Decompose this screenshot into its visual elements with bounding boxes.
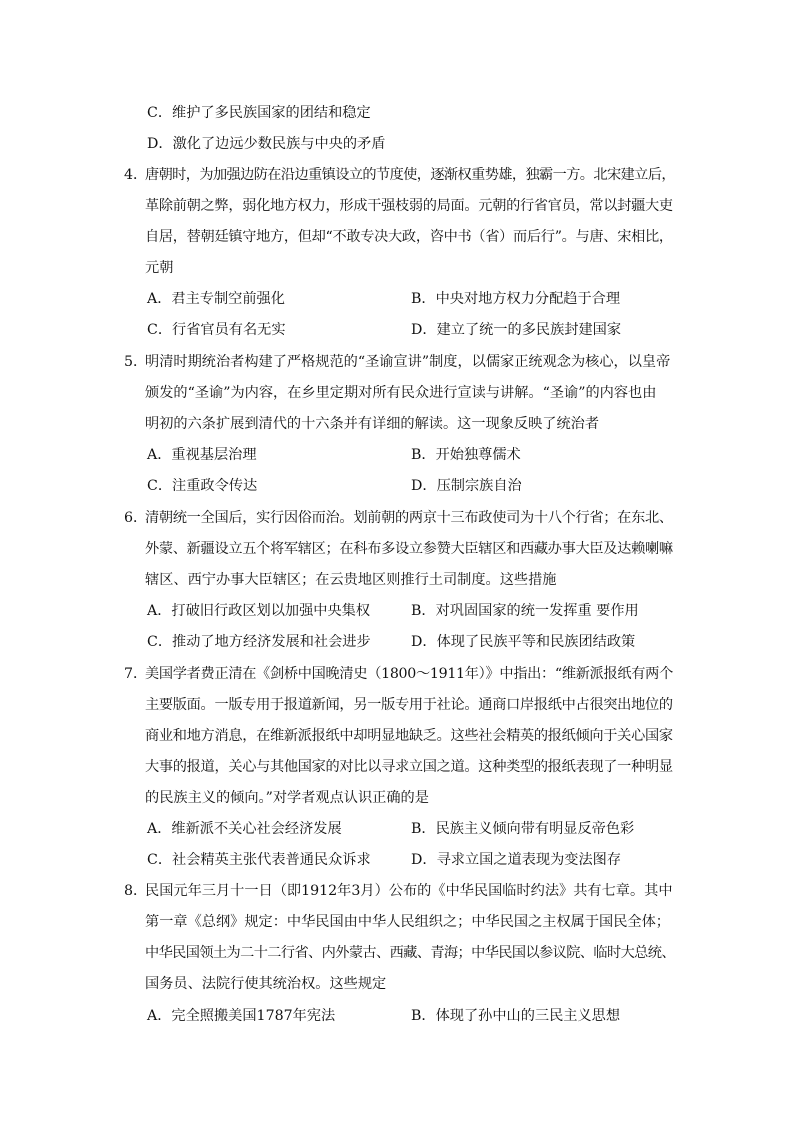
q3-option-c: C．维护了多民族国家的团结和稳定 bbox=[147, 105, 371, 121]
q8-option-b: B．体现了孙中山的三民主义思想 bbox=[411, 1008, 621, 1024]
q5-option-d: D．压制宗族自治 bbox=[411, 478, 522, 494]
q8-stem-line-4: 国务员、法院行使其统治权。这些规定 bbox=[145, 976, 387, 992]
q8-stem-line-3: 中华民国领土为二十二行省、内外蒙古、西藏、青海；中华民国以参议院、临时大总统、 bbox=[145, 945, 675, 961]
q8-stem-line-2: 第一章《总纲》规定：中华民国由中华人民组织之；中华民国之主权属于国民全体； bbox=[145, 914, 670, 930]
q6-stem-line-2: 外蒙、新疆设立五个将军辖区；在科布多设立参赞大臣辖区和西藏办事大臣及达赖喇嘛 bbox=[145, 541, 673, 557]
q3-option-d: D．激化了边远少数民族与中央的矛盾 bbox=[147, 136, 386, 152]
q6-option-d: D．体现了民族平等和民族团结政策 bbox=[411, 634, 636, 650]
q4-stem-line-3: 自居，替朝廷镇守地方，但却“不敢专决大政，咨中书（省）而后行”。与唐、宋相比， bbox=[145, 229, 673, 245]
q5-option-c: C．注重政令传达 bbox=[147, 478, 258, 494]
q6-number: 6． bbox=[124, 510, 148, 526]
q7-option-c: C．社会精英主张代表普通民众诉求 bbox=[147, 852, 371, 868]
q4-stem-line-2: 革除前朝之弊，弱化地方权力，形成干强枝弱的局面。元朝的行省官员，常以封疆大吏 bbox=[145, 198, 673, 214]
q8-stem-line-1: 民国元年三月十一日（即1912年3月）公布的《中华民国临时约法》共有七章。其中 bbox=[145, 883, 673, 899]
q5-option-b: B．开始独尊儒术 bbox=[411, 447, 521, 463]
q8-number: 8． bbox=[124, 883, 148, 899]
q6-stem-line-1: 清朝统一全国后，实行因俗而治。划前朝的两京十三布政使司为十八个行省；在东北、 bbox=[145, 510, 673, 526]
q5-option-a: A．重视基层治理 bbox=[147, 447, 257, 463]
q8-option-a: A．完全照搬美国1787年宪法 bbox=[147, 1008, 336, 1024]
q7-stem-line-2: 主要版面。一版专用于报道新闻，另一版专用于社论。通商口岸报纸中占很突出地位的 bbox=[145, 697, 673, 713]
q4-number: 4． bbox=[124, 167, 148, 183]
q4-stem-line-4: 元朝 bbox=[145, 260, 174, 276]
q7-stem-line-3: 商业和地方消息，在维新派报纸中却明显地缺乏。这些社会精英的报纸倾向于关心国家 bbox=[145, 728, 673, 744]
q6-option-b: B．对巩固国家的统一发挥重 要作用 bbox=[411, 603, 639, 619]
q4-stem-line-1: 唐朝时，为加强边防在沿边重镇设立的节度使，逐渐权重势雄，独霸一方。北宋建立后， bbox=[145, 167, 675, 183]
q7-option-d: D．寻求立国之道表现为变法图存 bbox=[411, 852, 622, 868]
q4-option-d: D．建立了统一的多民族封建国家 bbox=[411, 322, 622, 338]
q6-option-a: A．打破旧行政区划以加强中央集权 bbox=[147, 603, 371, 619]
q4-option-b: B．中央对地方权力分配趋于合理 bbox=[411, 291, 621, 307]
q7-number: 7． bbox=[124, 666, 148, 682]
q7-option-b: B．民族主义倾向带有明显反帝色彩 bbox=[411, 821, 635, 837]
q5-stem-line-2: 颁发的“圣谕”为内容，在乡里定期对所有民众进行宣读与讲解。“圣谕”的内容也由 bbox=[145, 385, 657, 401]
q5-number: 5． bbox=[124, 354, 148, 370]
q7-stem-line-5: 的民族主义的倾向。”对学者观点认识正确的是 bbox=[145, 790, 429, 806]
q5-stem-line-1: 明清时期统治者构建了严格规范的“圣谕宣讲”制度，以儒家正统观念为核心，以皇帝 bbox=[145, 354, 671, 370]
q6-stem-line-3: 辖区、西宁办事大臣辖区；在云贵地区则推行土司制度。这些措施 bbox=[145, 572, 557, 588]
q4-option-c: C．行省官员有名无实 bbox=[147, 322, 286, 338]
q5-stem-line-3: 明初的六条扩展到清代的十六条并有详细的解读。这一现象反映了统治者 bbox=[145, 416, 600, 432]
q6-option-c: C．推动了地方经济发展和社会进步 bbox=[147, 634, 371, 650]
q7-stem-line-1: 美国学者费正清在《剑桥中国晚清史（1800～1911年）》中指出：“维新派报纸有两个 bbox=[145, 666, 673, 682]
q4-option-a: A．君主专制空前强化 bbox=[147, 291, 285, 307]
q7-stem-line-4: 大事的报道，关心与其他国家的对比以寻求立国之道。这种类型的报纸表现了一种明显 bbox=[145, 759, 673, 775]
q7-option-a: A．维新派不关心社会经济发展 bbox=[147, 821, 342, 837]
